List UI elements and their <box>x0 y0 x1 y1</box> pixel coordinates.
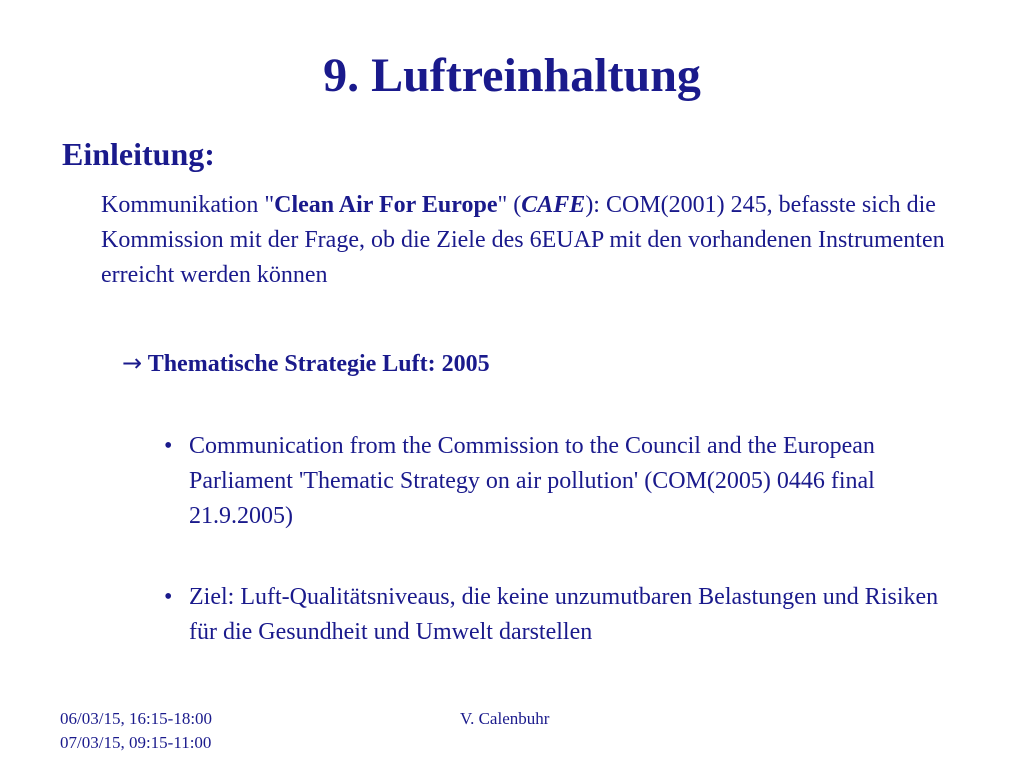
intro-text-part-2: " ( <box>497 192 522 218</box>
bullet-icon: • <box>164 584 173 610</box>
footer-author: V. Calenbuhr <box>460 709 550 728</box>
arrow-right-icon: → <box>122 349 143 377</box>
footer-dates <box>60 707 212 755</box>
list-item <box>164 429 954 534</box>
footer-date-2: 07/03/15, 09:15-11:00 <box>60 733 212 752</box>
intro-bold-clean-air: Clean Air For Europe <box>274 192 498 218</box>
intro-italic-cafe: CAFE <box>521 192 586 218</box>
footer-date-1: 06/03/15, 16:15-18:00 <box>60 709 213 728</box>
bullet-icon: • <box>164 433 173 459</box>
strategy-line <box>122 346 490 382</box>
slide-title: 9. Luftreinhaltung <box>323 49 701 102</box>
intro-text-part-1: Kommunikation " <box>101 192 275 218</box>
list-item <box>164 580 954 650</box>
list-item-text: Communication from the Commission to the Council and the European Parliament 'Thematic Strategy on air pollution' (COM(2005) 0446 final 21.9.2005) <box>189 433 875 529</box>
list-item-text: Ziel: Luft-Qualitätsniveaus, die keine unzumutbaren Belastungen und Risiken für die Gesundheit und Umwelt darstellen <box>189 584 939 645</box>
strategy-text: Thematische Strategie Luft: 2005 <box>147 351 490 377</box>
intro-text-part-3: ): COM(2001) 245, befasste sich die Kommission mit der Frage, ob die Ziele des 6EUAP mit den vorhandenen Instrumenten erreicht werden können <box>101 192 945 288</box>
section-heading: Einleitung: <box>62 136 215 172</box>
intro-paragraph <box>101 188 981 293</box>
